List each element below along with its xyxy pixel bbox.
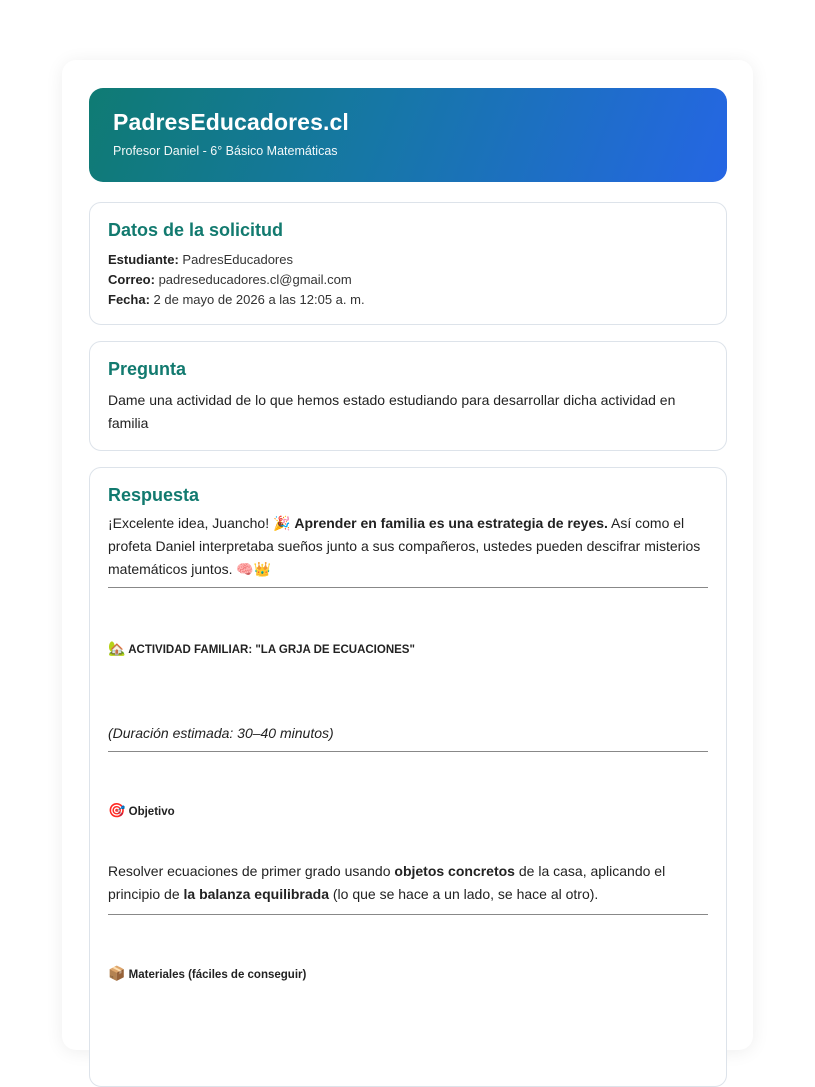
date-value: 2 de mayo de 2026 a las 12:05 a. m. [153,292,365,307]
email-label: Correo: [108,272,155,287]
answer-card [89,467,727,1087]
duration-text: (Duración estimada: 30–40 minutos) [108,725,334,741]
student-value: PadresEducadores [182,252,293,267]
objective-text-part: (lo que se hace a un lado, se hace al otro). [329,886,599,902]
objective-bold-part: la balanza equilibrada [183,886,329,902]
answer-intro-bold: Aprender en familia es una estrategia de reyes. [294,515,608,531]
date-row [108,290,708,310]
objective-text-part: Resolver ecuaciones de primer grado usando [108,863,395,879]
question-card [89,341,727,451]
materials-heading [108,965,708,982]
divider [108,914,708,915]
materials-title: Materiales (fáciles de conseguir) [128,969,307,981]
objective-bold-part: objetos concretos [394,863,515,879]
house-icon: 🏡 [108,640,126,656]
request-details-card [89,202,727,325]
header-banner [89,88,727,182]
question-text: Dame una actividad de lo que hemos estado estudiando para desarrollar dicha actividad en familia [108,392,676,431]
divider [108,751,708,752]
page-container [62,60,753,1050]
brand-title: PadresEducadores.cl [113,109,349,135]
date-label: Fecha: [108,292,150,307]
header-subtitle: Profesor Daniel - 6° Básico Matemáticas [113,144,338,158]
email-value: padreseducadores.cl@gmail.com [158,272,352,287]
answer-intro-start: ¡Excelente idea, Juancho! 🎉 [108,515,295,531]
question-title: Pregunta [108,359,187,379]
objective-heading [108,802,708,819]
student-row [108,250,708,270]
student-label: Estudiante: [108,252,179,267]
objective-text-part: de la casa, aplicando el principio de [108,863,666,902]
objective-text [108,860,708,906]
activity-heading [108,640,708,657]
answer-intro-end: Así como el profeta Daniel interpretaba sueños junto a sus compañeros, ustedes pueden descifrar misterios matemáticos juntos. 🧠👑 [108,515,701,577]
request-details-title: Datos de la solicitud [108,220,284,240]
answer-intro [108,512,708,581]
email-row [108,270,708,290]
activity-title: ACTIVIDAD FAMILIAR: "LA GRJA DE ECUACIONES" [128,644,415,656]
answer-title: Respuesta [108,485,200,505]
divider [108,587,708,588]
objective-title: Objetivo [128,806,175,818]
package-icon: 📦 [108,965,126,981]
target-icon: 🎯 [108,802,126,818]
